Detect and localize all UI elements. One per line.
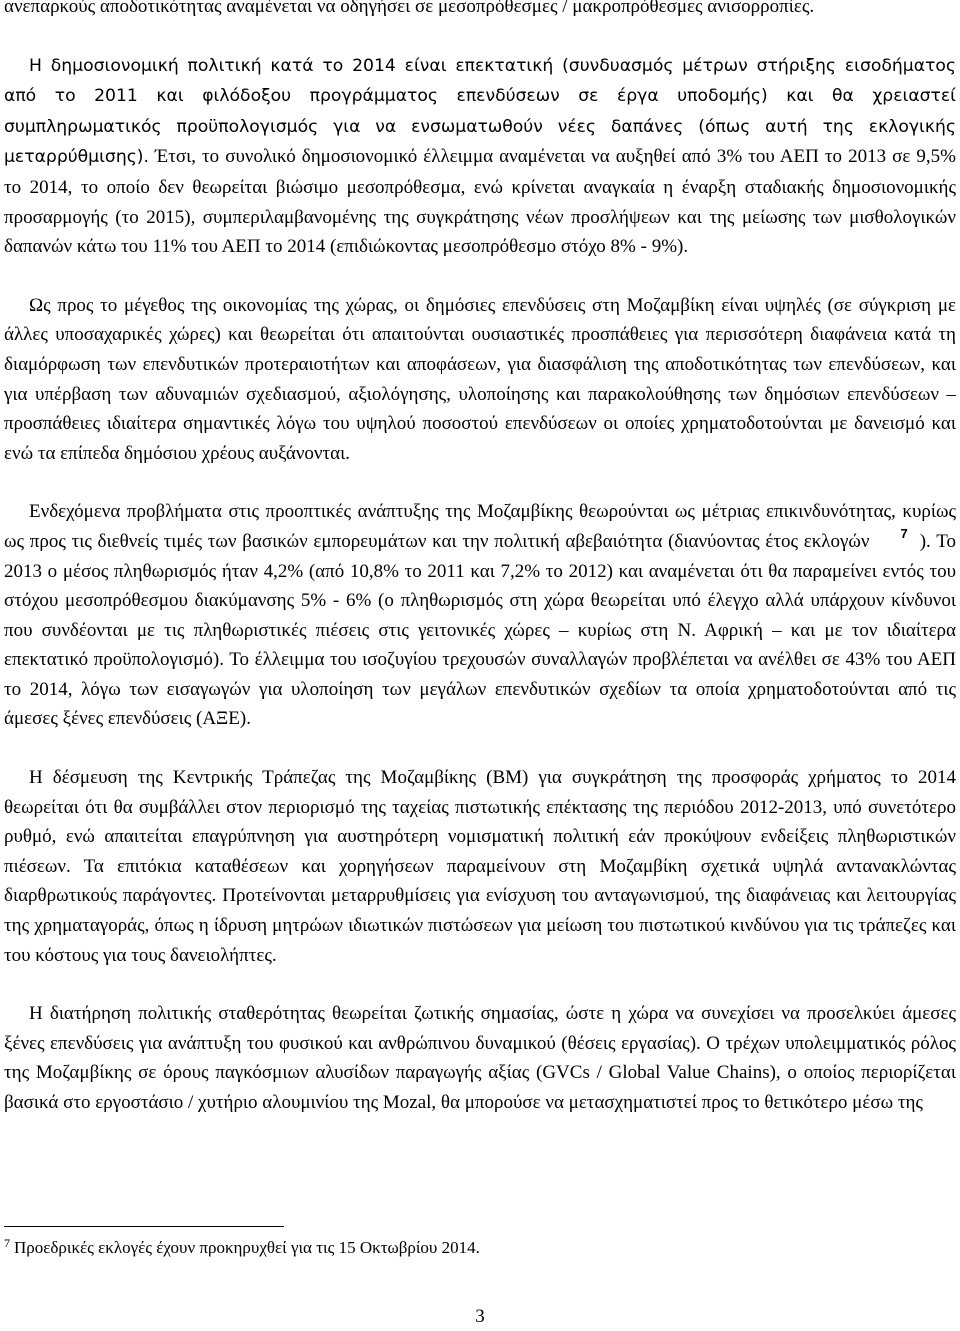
paragraph-growth-risks: Ενδεχόμενα προβλήματα στις προοπτικές ανάπτυξης της Μοζαμβίκης θεωρούνται ως μέτριας επικινδυνότητας, κυρίως ως προς τις διεθνείς τιμές των βασικών εμπορευμάτων και την πολιτική αβεβαιότητα (διανύοντας έτος εκλογών 7 ). Το 2013 ο μέσος πληθωρισμός ήταν 4,2% (από 10,8% το 2011 και 7,2% το 2012) και αναμένεται ότι θα παραμείνει εντός του στόχου μεσοπρόθεσμου διακύμανσης 5% - 6% (ο πληθωρισμός στη χώρα θεωρείται υπό έλεγχο αλλά υπάρχουν κίνδυνοι που συνδέονται με τις πληθωριστικές πιέσεις στις γειτονικές χώρες – κυρίως στη Ν. Αφρική – και με τον ιδιαίτερα επεκτατικό προϋπολογισμό). Το έλλειμμα του ισοζυγίου τρεχουσών συναλλαγών προβλέπεται να ανέλθει σε 43% του ΑΕΠ το 2014, λόγω των εισαγωγών για υλοποίηση των μεγάλων επενδυτικών σχεδίων τα οποία χρηματοδοτούνται από τις άμεσες ξένες επενδύσεις (ΑΞΕ). [4, 501, 956, 730]
paragraph-fiscal-policy-part-b: Έτσι, το συνολικό δημοσιονομικό έλλειμμα αναμένεται να αυξηθεί από 3% του ΑΕΠ το 2013 σε 9,5% το 2014, το οποίο δεν θεωρείται βιώσιμο μεσοπρόθεσμα, ενώ κρίνεται αναγκαία η έναρξη σταδιακής δημοσιονομικής προσαρμογής (το 2015), συμπεριλαμβανομένης της συγκράτησης νέων προσλήψεων και της μείωσης των μισθολογικών δαπανών κάτω του 11% του ΑΕΠ το 2014 (επιδιώκοντας μεσοπρόθεσμο στόχο 8% - 9%). [4, 146, 956, 258]
paragraph-growth-risks-part-a: Ενδεχόμενα προβλήματα στις προοπτικές ανάπτυξης της Μοζαμβίκης θεωρούνται ως μέτριας επικινδυνότητας, κυρίως ως προς τις διεθνείς τιμές των βασικών εμπορευμάτων και την πολιτική αβεβαιότητα (διανύοντας έτος εκλογών [4, 501, 956, 552]
paragraph-political-stability: Η διατήρηση πολιτικής σταθερότητας θεωρείται ζωτικής σημασίας, ώστε η χώρα να συνεχίσει να προσελκύει άμεσες ξένες επενδύσεις για ανάπτυξη του φυσικού και ανθρώπινου δυναμικού (θέσεις εργασίας). Ο τρέχων υπολειμματικός ρόλος της Μοζαμβίκης σε όρους παγκόσμιων αλυσίδων παραγωγής αξίας (GVCs / Global Value Chains), ο οποίος περιορίζεται βασικά στο εργοστάσιο / χυτήριο αλουμινίου της Mozal, θα μπορούσε να μετασχηματιστεί προς το θετικότερο μέσω της [4, 1003, 956, 1113]
paragraph-public-investment: Ως προς το μέγεθος της οικονομίας της χώρας, οι δημόσιες επενδύσεις στη Μοζαμβίκη είναι υψηλές (σε σύγκριση με άλλες υποσαχαρικές χώρες) και θεωρείται ότι απαιτούνται ουσιαστικές προσπάθειες για περισσότερη διαφάνεια κατά τη διαμόρφωση των επενδυτικών προτεραιοτήτων και αποφάσεων, για διασφάλιση της αποδοτικότητας των επενδύσεων, και για υπέρβαση των αδυναμιών σχεδιασμού, αξιολόγησης, υλοποίησης και παρακολούθησης των δημόσιων επενδύσεων – προσπάθειες ιδιαίτερα σημαντικές λόγω του υψηλού ποσοστού επενδύσεων οι οποίες χρηματοδοτούνται με δανεισμό και ενώ τα επίπεδα δημόσιου χρέους αυξάνονται. [4, 294, 956, 464]
footnote [4, 1236, 944, 1260]
footnote-text: Προεδρικές εκλογές έχουν προκηρυχθεί για τις 15 Οκτωβρίου 2014. [14, 1238, 480, 1257]
paragraph-fiscal-policy [4, 51, 956, 262]
footnote-number: 7 [4, 1236, 10, 1250]
paragraph-continuation: ανεπαρκούς αποδοτικότητας αναμένεται να οδηγήσει σε μεσοπρόθεσμες / μακροπρόθεσμες ανισορροπίες. [4, 0, 815, 17]
paragraph-growth-risks-part-b: ). Το 2013 ο μέσος πληθωρισμός ήταν 4,2% (από 10,8% το 2011 και 7,2% το 2012) και αναμένεται ότι θα παραμείνει εντός του στόχου μεσοπρόθεσμου διακύμανσης 5% - 6% (ο πληθωρισμός στη χώρα θεωρείται υπό έλεγχο αλλά υπάρχουν κίνδυνοι που συνδέονται με τις πληθωριστικές πιέσεις στις γειτονικές χώρες – κυρίως στη Ν. Αφρική – και με τον ιδιαίτερα επεκτατικό προϋπολογισμό). Το έλλειμμα του ισοζυγίου τρεχουσών συναλλαγών προβλέπεται να ανέλθει σε 43% του ΑΕΠ το 2014, λόγω των εισαγωγών για υλοποίηση των μεγάλων επενδυτικών σχεδίων τα οποία χρηματοδοτούνται από τις άμεσες ξένες επενδύσεις (ΑΞΕ). [4, 530, 956, 730]
paragraph-fiscal-policy-part-a: Η δημοσιονομική πολιτική κατά το 2014 είναι επεκτατική (συνδυασμός μέτρων στήριξης εισοδήματος από το 2011 και φιλόδοξου προγράμματος επενδύσεων σε έργα υποδομής) και θα χρειαστεί συμπληρωματικός προϋπολογισμός για να ενσωματωθούν νέες δαπάνες (όπως αυτή της εκλογικής μεταρρύθμισης). [4, 55, 956, 168]
page-number: 3 [475, 1306, 485, 1327]
paragraph-central-bank: Η δέσμευση της Κεντρικής Τράπεζας της Μοζαμβίκης (ΒΜ) για συγκράτηση της προσφοράς χρήματος το 2014 θεωρείται ότι θα συμβάλλει στον περιορισμό της ταχείας πιστωτικής επέκτασης της περιόδου 2012-2013, υπό συνετότερο ρυθμό, ενώ απαιτείται επαγρύπνηση για αυστηρότερη νομισματική πολιτική εάν προκύψουν ενδείξεις πληθωριστικών πιέσεων. Τα επιτόκια καταθέσεων και χορηγήσεων παραμείνουν στη Μοζαμβίκη σχετικά υψηλά αντανακλώντας διαρθρωτικούς παράγοντες. Προτείνονται μεταρρυθμίσεις για ενίσχυση του ανταγωνισμού, της διαφάνειας και λειτουργίας της χρηματαγοράς, όπως η ίδρυση μητρώων ιδιωτικών πιστώσεων για μείωση του πιστωτικού κινδύνου για τις τράπεζες και του κόστους για τους δανειολήπτες. [4, 767, 956, 966]
footnote-separator [4, 1226, 284, 1227]
document-body [4, 0, 956, 1118]
